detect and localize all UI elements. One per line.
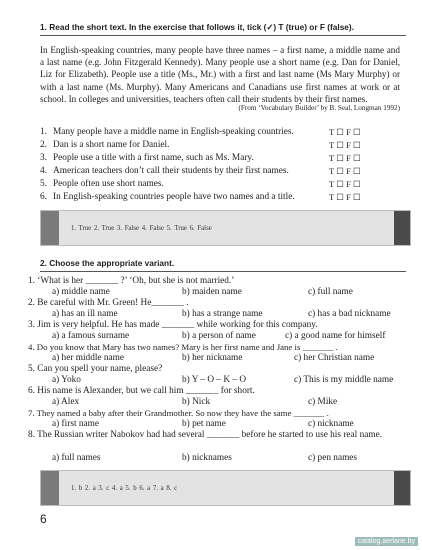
option-1a[interactable]: a) middle name <box>52 287 110 297</box>
option-8c[interactable]: c) pen names <box>308 453 358 463</box>
section-1-heading <box>40 16 406 36</box>
statement-number: 5. <box>40 179 47 189</box>
tf-checkbox-4[interactable]: T ☐ F ☐ <box>329 166 361 176</box>
question-3: 3. Jim is very helpful. He has made _______ while working for this company. <box>28 320 318 330</box>
section-2-heading <box>40 252 406 272</box>
tf-checkbox-1[interactable]: T ☐ F ☐ <box>329 127 361 137</box>
answer-key-text: 1. b 2. a 3. c 4. a 5. b 6. a 7. a 8. c <box>71 484 178 492</box>
option-6c[interactable]: c) Mike <box>308 397 338 407</box>
statement-text: People use a title with a first name, such as Ms. Mary. <box>53 153 254 163</box>
option-5c[interactable]: c) This is my middle name <box>294 375 394 385</box>
answer-key-tab <box>41 211 59 245</box>
section-2-heading-text: 2. Choose the appropriate variant. <box>40 258 175 268</box>
question-2: 2. Be careful with Mr. Green! He_______ . <box>28 298 189 308</box>
option-2c[interactable]: c) has a bad nickname <box>308 309 391 319</box>
option-3a[interactable]: a) a famous surname <box>52 331 130 341</box>
statement-text: Dan is a short name for Daniel. <box>53 140 170 150</box>
answer-key-tab <box>41 471 59 505</box>
tf-checkbox-6[interactable]: T ☐ F ☐ <box>329 192 361 202</box>
option-3b[interactable]: b) a person of name <box>182 331 256 341</box>
answer-key-box-1 <box>40 210 411 246</box>
statement-number: 2. <box>40 140 47 150</box>
question-8: 8. The Russian writer Nabokov had had several _______ before he started to use his real name. <box>28 430 383 440</box>
question-7: 7. They named a baby after their Grandmother. So now they have the same _______ . <box>28 408 329 418</box>
reading-passage: In English-speaking countries, many people have three names – a first name, a middle name and a last name (e.g. John Fitzgerald Kennedy). Many people use a short name (e.g. Dan for Daniel, Liz for Elizabeth). People use a title (Ms., Mr.) with a first and last name (Ms Mary Murphy) or with a last name (Ms. Murphy). Many Americans and Canadians use first names at work or at school. In colleges and universities, teachers often call their students by their first names. <box>40 45 400 104</box>
option-1b[interactable]: b) maiden name <box>182 287 242 297</box>
option-3c[interactable]: c) a good name for himself <box>285 331 386 341</box>
option-7b[interactable]: b) pet name <box>182 419 226 429</box>
passage-source: (From ‘Vocabulary Builder’ by B. Seal, Longman 1992) <box>238 104 400 112</box>
tf-checkbox-3[interactable]: T ☐ F ☐ <box>329 153 361 163</box>
section-1-heading-text: 1. Read the short text. In the exercise that follows it, tick (✓) T (true) or F (false). <box>40 22 354 32</box>
answer-key-text: 1. True 2. True 3. False 4. False 5. True 6. False <box>71 224 212 232</box>
statement-text: In English-speaking countries people have two names and a title. <box>53 192 295 202</box>
statement-text: Many people have a middle name in English-speaking countries. <box>53 127 294 137</box>
option-8b[interactable]: b) nicknames <box>182 453 232 463</box>
answer-key-box-2 <box>40 470 411 506</box>
answer-key-edge <box>394 471 410 505</box>
option-2a[interactable]: a) has an ill name <box>52 309 118 319</box>
question-6: 6. His name is Alexander, but we call him _______ for short. <box>28 386 255 396</box>
watermark: catalog.aerlane.by <box>355 537 418 546</box>
option-8a[interactable]: a) full names <box>52 453 101 463</box>
statement-number: 1. <box>40 127 47 137</box>
option-6b[interactable]: b) Nick <box>182 397 211 407</box>
question-1: 1. ‘What is her _______ ?’ ‘Oh, but she is not married.’ <box>28 276 235 286</box>
option-2b[interactable]: b) has a strange name <box>182 309 263 319</box>
option-7a[interactable]: a) first name <box>52 419 99 429</box>
option-7c[interactable]: c) nickname <box>308 419 354 429</box>
answer-key-edge <box>394 211 410 245</box>
statement-number: 4. <box>40 166 47 176</box>
option-4c[interactable]: c) her Christian name <box>294 353 375 363</box>
question-4: 4. Do you know that Mary has two names? Mary is her first name and Jane is _______ . <box>28 342 338 352</box>
statement-number: 3. <box>40 153 47 163</box>
page-number: 6 <box>40 512 47 526</box>
question-5: 5. Can you spell your name, please? <box>28 364 163 374</box>
statement-number: 6. <box>40 192 47 202</box>
statement-text: American teachers don’t call their students by their first names. <box>53 166 289 176</box>
option-6a[interactable]: a) Alex <box>52 397 80 407</box>
option-1c[interactable]: c) full name <box>308 287 353 297</box>
statement-text: People often use short names. <box>53 179 164 189</box>
tf-checkbox-2[interactable]: T ☐ F ☐ <box>329 140 361 150</box>
option-5a[interactable]: a) Yoko <box>52 375 81 385</box>
option-5b[interactable]: b) Y – O – K – O <box>182 375 247 385</box>
option-4b[interactable]: b) her nickname <box>182 353 243 363</box>
option-4a[interactable]: a) her middle name <box>52 353 125 363</box>
tf-checkbox-5[interactable]: T ☐ F ☐ <box>329 179 361 189</box>
